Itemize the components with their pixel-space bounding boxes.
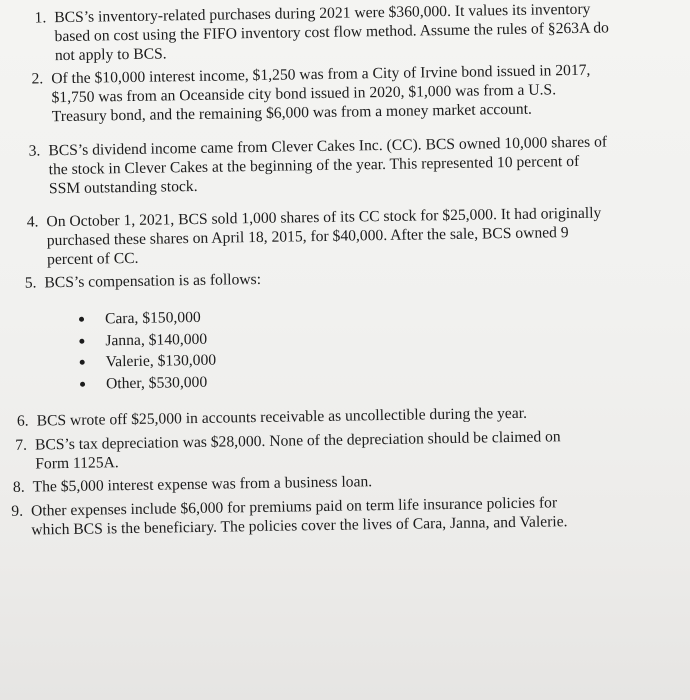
item-text	[31, 493, 568, 539]
item-text	[44, 270, 261, 292]
item-line: $1,750 was from an Oceanside city bond issued in 2020, $1,000 was from a U.S.	[51, 81, 557, 107]
item-text	[33, 472, 373, 496]
item-line: BCS’s tax depreciation was $28,000. None of the depreciation should be claimed on	[34, 428, 561, 454]
item-text	[36, 404, 527, 431]
item-number: 5.	[24, 274, 37, 292]
compensation-item	[73, 307, 216, 331]
item-number: 2.	[31, 70, 44, 88]
item-text	[54, 0, 609, 65]
item-text	[46, 204, 602, 270]
item-number: 4.	[26, 213, 39, 231]
item-line: Form 1125A.	[35, 454, 119, 473]
item-line: The $5,000 interest expense was from a business loan.	[32, 473, 373, 496]
item-line: On October 1, 2021, BCS sold 1,000 shares of its CC stock for $25,000. It had originally	[46, 204, 602, 231]
bullet-icon	[80, 381, 85, 386]
item-number: 7.	[15, 436, 28, 454]
item-line: which BCS is the beneficiary. The policies cover the lives of Cara, Janna, and Valerie.	[31, 513, 568, 539]
item-line: Treasury bond, and the remaining $6,000 was from a money market account.	[51, 100, 533, 126]
item-line: percent of CC.	[46, 249, 139, 269]
compensation-list	[73, 307, 217, 395]
item-line: based on cost using the FIFO inventory cost flow method. Assume the rules of §263A do	[54, 19, 610, 46]
bullet-icon	[80, 360, 85, 365]
item-text	[35, 427, 561, 473]
compensation-text: Cara, $150,000	[104, 308, 201, 328]
item-line: Other expenses include $6,000 for premiums paid on term life insurance policies for	[30, 494, 558, 520]
compensation-text: Janna, $140,000	[105, 330, 208, 349]
item-line: BCS wrote off $25,000 in accounts receivable as uncollectible during the year.	[36, 404, 528, 430]
item-line: BCS’s compensation is as follows:	[44, 270, 262, 292]
compensation-item	[73, 328, 216, 352]
compensation-text: Valerie, $130,000	[105, 351, 217, 371]
item-text	[51, 61, 591, 126]
item-line: not apply to BCS.	[54, 45, 167, 65]
item-number: 6.	[16, 412, 29, 430]
item-number: 9.	[11, 502, 24, 520]
item-line: SSM outstanding stock.	[48, 177, 198, 198]
item-line: Of the $10,000 interest income, $1,250 was from a City of Irvine bond issued in 2017,	[51, 61, 591, 88]
item-text	[48, 132, 608, 198]
item-line: BCS’s dividend income came from Clever Cakes Inc. (CC). BCS owned 10,000 shares of	[48, 133, 608, 160]
compensation-item	[74, 350, 217, 374]
compensation-text: Other, $530,000	[105, 373, 208, 392]
compensation-item	[74, 371, 217, 395]
item-number: 8.	[12, 478, 25, 496]
item-line: the stock in Clever Cakes at the beginning of the year. This represented 10 percent of	[48, 152, 580, 179]
bullet-icon	[79, 338, 84, 343]
item-number: 1.	[34, 9, 47, 27]
bullet-icon	[79, 317, 84, 322]
item-number: 3.	[28, 142, 41, 160]
item-line: purchased these shares on April 18, 2015, for $40,000. After the sale, BCS owned 9	[46, 224, 569, 250]
item-line: BCS’s inventory-related purchases during 2021 were $360,000. It values its inventory	[54, 0, 591, 27]
